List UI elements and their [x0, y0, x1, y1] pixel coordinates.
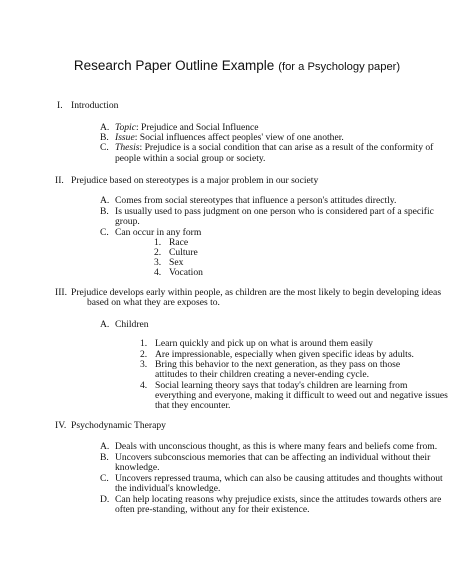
item-marker: A.: [100, 195, 110, 206]
section-numeral: I.: [57, 100, 63, 111]
item-marker: C.: [100, 227, 109, 238]
item-marker: A.: [100, 319, 110, 330]
section-heading: Prejudice based on stereotypes is a major problem in our society: [71, 175, 319, 186]
section-numeral: III.: [55, 287, 67, 298]
subitem-text: Bring this behavior to the next generation, as they pass on those: [155, 359, 401, 370]
subitem-number: 1.: [140, 338, 148, 349]
title-main: Research Paper Outline Example: [73, 58, 275, 73]
item-text: : Prejudice is a social condition that can arise as a result of the conformity of: [139, 142, 434, 153]
item-text: Uncovers subconscious memories that can be affecting an individual without their: [115, 452, 431, 463]
item-text: Is usually used to pass judgment on one person who is considered part of a specific: [115, 206, 434, 217]
section-heading: Introduction: [71, 100, 119, 111]
subitem-text: Race: [169, 237, 189, 248]
item-term: Topic: [115, 122, 136, 133]
item-text: Children: [115, 319, 149, 330]
item-continuation: often pre-standing, without any for their existence.: [115, 504, 310, 515]
document-title: [0, 57, 474, 75]
subitem-continuation: everything and everyone, making it difficult to weed out and negative issues: [155, 390, 448, 401]
subitem-text: Culture: [169, 247, 198, 258]
subitem-number: 4.: [154, 267, 162, 278]
item-marker: D.: [100, 494, 110, 505]
subitem-number: 4.: [140, 380, 148, 391]
subitem-number: 3.: [154, 257, 162, 268]
item-continuation: the individual's knowledge.: [115, 483, 221, 494]
subitem-number: 2.: [154, 247, 162, 258]
subitem-number: 1.: [154, 237, 162, 248]
subitem-continuation: that they encounter.: [155, 400, 231, 411]
subitem-text: Learn quickly and pick up on what is around them easily: [155, 338, 373, 349]
item-text: Can help locating reasons why prejudice exists, since the attitudes towards others are: [115, 494, 442, 505]
item-continuation: knowledge.: [115, 462, 160, 473]
section-heading: Psychodynamic Therapy: [71, 420, 166, 431]
section-heading: Prejudice develops early within people, as children are the most likely to begin developing ideas: [71, 287, 442, 298]
item-marker: B.: [100, 452, 109, 463]
item-marker: C.: [100, 473, 109, 484]
item-text: Uncovers repressed trauma, which can also be causing attitudes and thoughts without: [115, 473, 443, 484]
item-marker: B.: [100, 206, 109, 217]
item-marker: C.: [100, 142, 109, 153]
subitem-text: Are impressionable, especially when given specific ideas by adults.: [155, 349, 414, 360]
item-continuation: people within a social group or society.: [115, 153, 266, 164]
subitem-number: 2.: [140, 349, 148, 360]
item-text: Deals with unconscious thought, as this is where many fears and beliefs come from.: [115, 441, 438, 452]
item-marker: A.: [100, 122, 110, 133]
section-heading-continuation: based on what they are exposes to.: [87, 297, 220, 308]
item-text: : Prejudice and Social Influence: [135, 122, 259, 133]
subitem-continuation: attitudes to their children creating a never-ending cycle.: [155, 369, 369, 380]
item-marker: B.: [100, 132, 109, 143]
section-numeral: II.: [55, 175, 64, 186]
title-subtitle: (for a Psychology paper): [278, 61, 401, 73]
item-continuation: group.: [115, 216, 140, 227]
subitem-text: Social learning theory says that today's children are learning from: [155, 380, 408, 391]
subitem-number: 3.: [140, 359, 148, 370]
item-text: Comes from social stereotypes that influence a person's attitudes directly.: [115, 195, 397, 206]
subitem-text: Vocation: [169, 267, 203, 278]
item-text: : Social influences affect peoples' view of one another.: [134, 132, 344, 143]
item-text: Can occur in any form: [115, 227, 202, 238]
subitem-text: Sex: [169, 257, 184, 268]
item-marker: A.: [100, 441, 110, 452]
section-numeral: IV.: [55, 420, 67, 431]
item-term: Thesis: [115, 142, 140, 153]
item-term: Issue: [115, 132, 135, 143]
